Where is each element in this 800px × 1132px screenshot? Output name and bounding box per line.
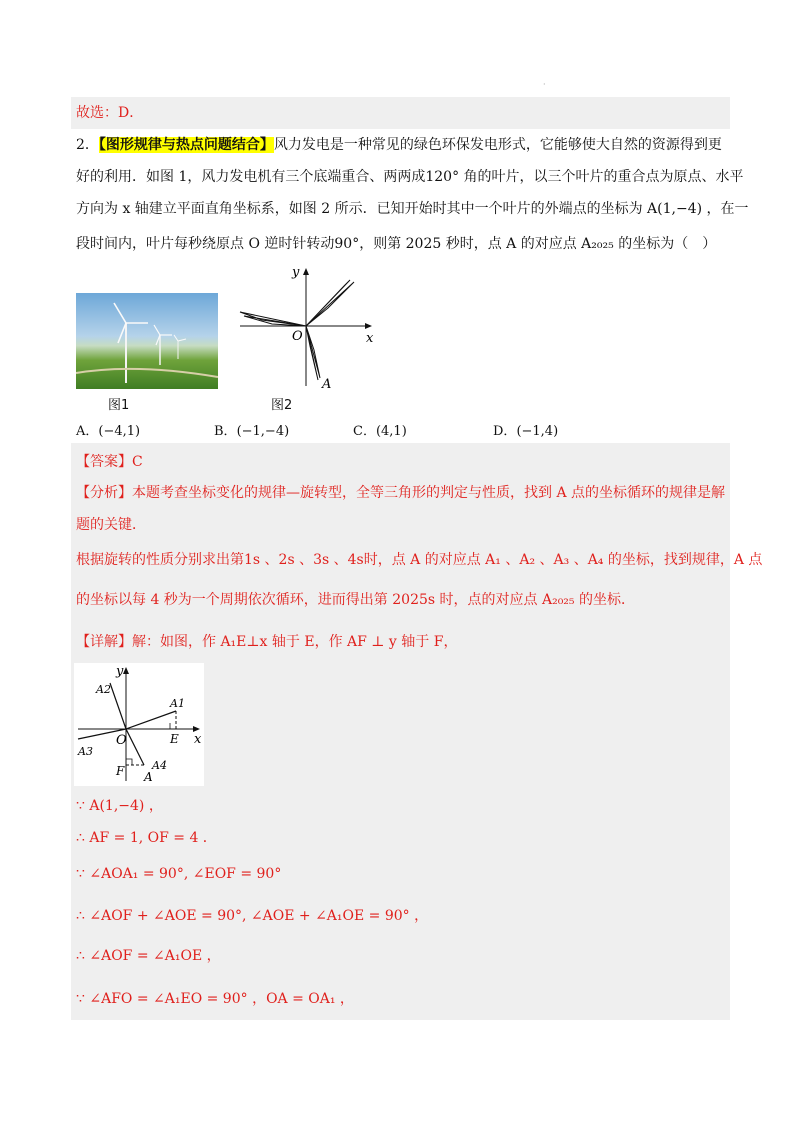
step-5: ∴ ∠AOF = ∠A₁OE ，	[76, 948, 221, 964]
option-c-value: (4,1)	[375, 424, 407, 439]
fig3-a4-label: A4	[152, 759, 167, 772]
detail-line: 【详解】解：如图，作 A₁E⊥x 轴于 E，作 AF ⊥ y 轴于 F，	[76, 634, 458, 650]
analysis-line-4: 的坐标以每 4 秒为一个周期依次循环，进而得出第 2025s 时，点的对应点 A₂₀₂₅ 的坐标．	[76, 592, 635, 608]
analysis-line-3: 根据旋转的性质分别求出第1s 、2s 、3s 、4s时，点 A 的对应点 A₁ 、A₂ 、A₃ 、A₄ 的坐标，找到规律，A 点	[76, 552, 763, 568]
fig1-caption: 图1	[108, 398, 130, 413]
fig3-origin-label: O	[116, 733, 127, 748]
step-4: ∴ ∠AOF + ∠AOE = 90°, ∠AOE + ∠A₁OE = 90° ，	[76, 908, 429, 924]
question-line-3: 方向为 x 轴建立平面直角坐标系，如图 2 所示．已知开始时其中一个叶片的外端点的坐标为 A(1,−4) ，在一	[76, 201, 749, 217]
wind-turbine-photo	[76, 293, 218, 389]
fig3-diagram	[74, 663, 204, 786]
fig3-e-label: E	[170, 732, 179, 746]
fig2-diagram	[232, 262, 380, 392]
prev-answer-band	[71, 97, 730, 129]
fig3-diagram-box	[74, 663, 204, 786]
option-b[interactable]	[214, 420, 289, 439]
option-c-letter: C．	[353, 424, 376, 439]
option-b-letter: B．	[214, 424, 237, 439]
fig3-a-label: A	[144, 770, 153, 784]
option-d-letter: D．	[493, 424, 517, 439]
fig3-f-label: F	[116, 764, 125, 778]
fig2-point-a-label: A	[322, 377, 332, 392]
fig2-caption: 图2	[271, 398, 293, 413]
question-tag: 【图形规律与热点问题结合】	[98, 137, 274, 153]
answer-line: 【答案】C	[76, 454, 143, 470]
step-1: ∵ A(1,−4) ，	[76, 798, 163, 814]
question-line-4: 段时间内，叶片每秒绕原点 O 逆时针转动90°，则第 2025 秒时，点 A 的对应点 A₂₀₂₅ 的坐标为（ ）	[76, 236, 717, 252]
option-a-value: (−4,1)	[98, 424, 141, 439]
step-2: ∴ AF = 1, OF = 4 ．	[76, 830, 217, 846]
option-a-letter: A．	[76, 424, 99, 439]
question-number: 2．	[76, 137, 99, 153]
fig2-x-label: x	[366, 331, 374, 346]
fig2-origin-label: O	[292, 329, 303, 344]
option-d-value: (−1,4)	[516, 424, 559, 439]
question-line-2: 好的利用．如图 1，风力发电机有三个底端重合、两两成120° 角的叶片，以三个叶片的重合点为原点、水平	[76, 169, 744, 185]
option-a[interactable]	[76, 420, 140, 439]
fig3-a2-label: A2	[96, 683, 111, 696]
prev-answer: 故选：D．	[76, 105, 144, 121]
turbine-illustration	[76, 293, 218, 389]
step-6: ∵ ∠AFO = ∠A₁EO = 90° ，OA = OA₁ ，	[76, 991, 354, 1007]
option-b-value: (−1,−4)	[236, 424, 290, 439]
step-3: ∵ ∠AOA₁ = 90°, ∠EOF = 90°	[76, 866, 282, 882]
question-text-1: 风力发电是一种常见的绿色环保发电形式，它能够使大自然的资源得到更	[273, 137, 722, 153]
analysis-line-1: 【分析】本题考查坐标变化的规律—旋转型，全等三角形的判定与性质，找到 A 点的坐标循环的规律是解	[76, 485, 726, 501]
option-c[interactable]	[353, 420, 407, 439]
fig3-a1-label: A1	[170, 697, 185, 710]
fig3-a3-label: A3	[78, 745, 93, 758]
option-d[interactable]	[493, 420, 558, 439]
fig3-x-label: x	[194, 732, 202, 747]
analysis-line-2: 题的关键．	[76, 517, 146, 533]
header-dot: ·	[543, 80, 546, 89]
question-line-1	[76, 135, 722, 155]
fig2-y-label: y	[292, 265, 300, 280]
fig3-y-label: y	[116, 664, 124, 679]
